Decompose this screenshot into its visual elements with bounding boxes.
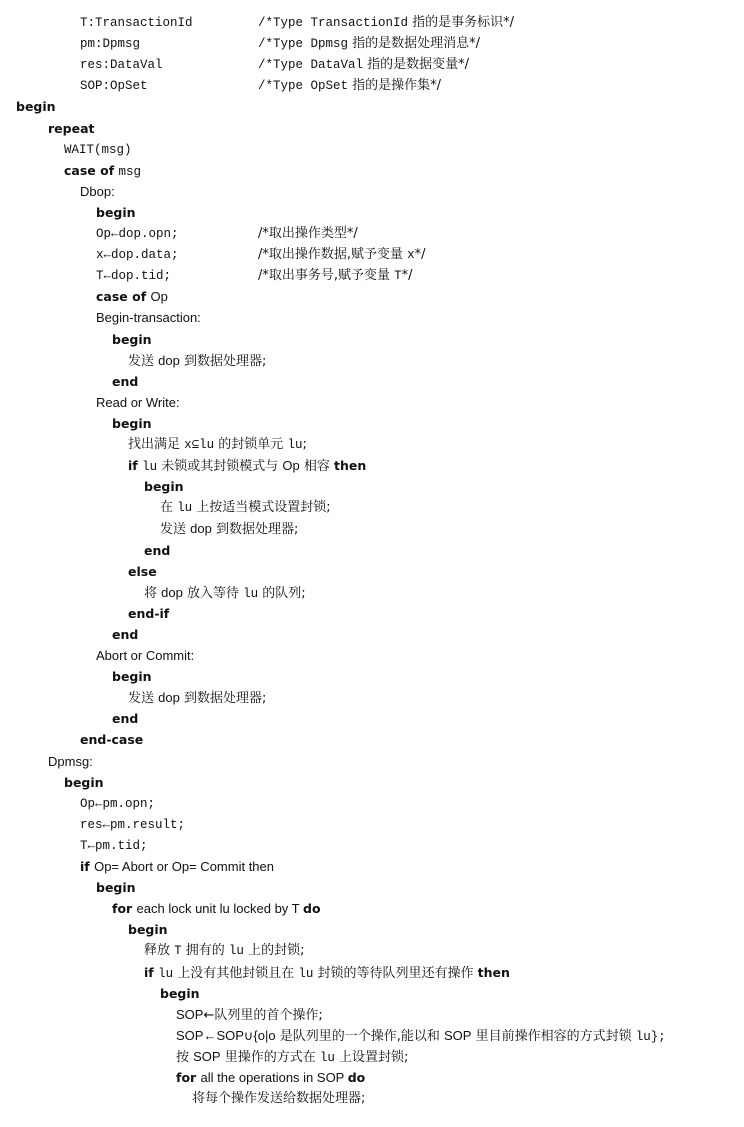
code-token: /*Type [258,37,311,52]
code-text [128,437,307,452]
code-token: ←队列里的首个操作; [203,1007,323,1023]
code-comment [258,12,514,34]
keyword: do [303,901,321,917]
code-token: SOP:OpSet [80,79,148,94]
code-line [80,729,143,750]
code-token: x←dop.data; [96,248,179,263]
code-line [144,476,184,497]
code-line [80,793,155,814]
code-token: lu [228,944,244,959]
code-line [96,307,201,328]
code-token: 拥有的 [181,943,229,959]
code-text [112,333,152,348]
keyword: begin [96,880,136,896]
code-line [128,434,307,455]
code-token: 将每个操作发送给数据处理器; [192,1091,366,1107]
keyword: begin [64,774,104,790]
code-line [112,371,138,392]
code-token: 找出满足 [128,437,185,452]
code-text [80,36,140,51]
code-token: SOP [176,1006,204,1022]
code-token: Dpmsg: [48,753,93,769]
code-token: x [407,248,415,263]
code-text [80,860,274,875]
code-token: T [394,269,402,284]
code-line [80,54,470,75]
keyword: for [176,1070,201,1085]
code-token: */ [401,268,413,284]
code-text [80,817,185,832]
code-line [16,96,56,117]
code-text [80,185,115,200]
code-text [80,78,148,93]
code-token: res←pm.result; [80,817,186,832]
code-line [80,12,515,33]
code-token: Abort or Commit: [96,648,195,663]
code-token: TransactionId [310,16,409,30]
code-line [144,962,510,983]
keyword: begin [128,922,168,938]
code-line [96,645,194,666]
code-text [112,712,138,727]
code-text [176,1071,365,1086]
keyword: then [477,964,510,980]
code-token: 里操作的方式在 [220,1049,320,1065]
code-token: 的队列; [258,585,306,601]
code-token: 发送 [128,353,159,369]
code-token: 上设置封锁; [334,1049,409,1065]
keyword: end [112,711,139,727]
code-text [80,57,163,72]
code-text [112,902,321,917]
code-text [96,881,136,896]
code-token: /*Type [258,16,311,30]
keyword: begin [160,985,200,1001]
keyword: begin [96,204,136,220]
code-line [128,919,168,940]
keyword: end [112,626,139,642]
keyword: end-if [128,605,170,621]
keyword: for [112,901,137,917]
code-line [128,455,366,476]
code-comment [258,223,358,244]
code-text [144,480,184,495]
code-token: dop [190,521,212,537]
code-token: */ [414,247,426,263]
code-token: 封锁的等待队列里还有操作 [313,965,478,981]
code-token: /*取出操作类型*/ [258,226,358,241]
code-text [16,100,56,115]
code-token: DataVal [310,58,364,73]
code-line [80,814,185,835]
code-text [48,755,93,770]
code-text [96,311,201,326]
code-text [128,607,169,622]
code-token: T [174,944,182,959]
code-token: /*取出事务号,赋予变量 [258,268,395,284]
code-text [48,122,94,137]
code-text [128,923,168,938]
code-text [80,15,193,30]
code-line [80,181,115,202]
code-token: /*Type [258,58,311,73]
code-token: x⊆lu [184,438,215,452]
code-token: each lock unit lu locked by T [136,901,303,917]
code-token: /*取出操作数据,赋予变量 [258,247,408,263]
code-text [112,628,138,643]
code-line [176,1046,408,1067]
keyword: if [128,458,143,474]
code-token: lu [158,966,174,981]
code-text [192,1091,365,1106]
code-token: Op [282,458,300,474]
code-line [80,75,442,96]
code-line [176,1067,365,1088]
code-line [64,160,141,181]
keyword: else [128,563,157,579]
code-token: 上按适当模式设置封锁; [192,500,331,516]
code-token: 是队列里的一个操作,能以和 [275,1028,445,1044]
code-text [96,649,194,664]
code-text [64,164,141,179]
code-token: 发送 [160,522,191,538]
code-token: T←pm.tid; [80,838,148,853]
code-text [128,565,157,580]
code-token: 到数据处理器; [211,522,299,538]
code-text [112,670,152,685]
code-line [176,1025,666,1046]
keyword: do [347,1070,366,1085]
code-line [96,392,180,413]
code-token: Op= Abort or Op= Commit then [94,859,274,874]
code-line [48,751,93,772]
code-token: 指的是操作集*/ [348,78,442,94]
code-text [144,544,170,559]
code-line [128,350,266,371]
code-text [96,226,179,241]
code-line [160,983,200,1004]
code-line [64,139,132,160]
code-comment [258,33,480,55]
code-text [112,417,152,432]
keyword: end [144,542,171,558]
keyword: if [144,964,159,980]
code-token: lu [287,438,303,452]
code-text [144,586,306,601]
code-token: dop [158,352,180,368]
code-text [96,247,179,262]
code-token: 里目前操作相容的方式封锁 [471,1028,636,1044]
code-text [64,776,104,791]
code-token: 放入等待 [182,585,244,601]
code-text [160,522,298,537]
code-token: SOP [444,1027,472,1043]
code-token: lu [298,966,314,981]
code-token: Dpmsg [310,37,349,52]
code-token: lu}; [635,1029,666,1044]
code-text [176,1050,408,1065]
code-line [112,329,152,350]
code-comment [258,244,426,266]
keyword: end-case [80,732,144,748]
code-line [80,856,274,877]
code-token: 在 [160,500,178,516]
keyword: begin [112,415,152,431]
code-token: 的封锁单元 [214,437,288,452]
code-token: Op←dop.opn; [96,227,179,241]
code-line [112,666,152,687]
code-token: OpSet [310,79,349,94]
code-line [96,223,358,244]
code-line [128,603,169,624]
code-comment [258,75,441,97]
keyword: if [80,859,95,874]
code-text [96,206,136,221]
code-token: SOP [193,1048,221,1064]
code-token: Op [150,289,168,305]
code-token: /*Type [258,79,311,94]
code-line [64,772,104,793]
code-text [128,354,266,369]
code-token: Dbop: [80,183,115,199]
code-token: dop [161,584,183,600]
code-token: 将 [144,585,162,601]
code-text [128,691,266,706]
code-comment [258,265,413,287]
code-line [176,1004,323,1025]
code-line [96,265,413,286]
code-text [80,838,148,853]
code-token: all the operations in SOP [200,1070,348,1085]
keyword: then [333,458,367,474]
code-line [48,118,94,139]
code-line [160,497,331,518]
code-line [96,877,136,898]
code-line [112,624,138,645]
code-line [192,1088,365,1109]
code-text [160,987,200,1002]
code-token: 到数据处理器; [179,353,267,369]
code-text [176,1029,666,1044]
code-text [144,966,510,981]
code-token: ; [302,437,307,452]
code-line [144,540,170,561]
code-token: 到数据处理器; [179,691,267,707]
code-text [96,290,168,305]
code-token: dop [158,690,180,706]
keyword: repeat [48,120,95,136]
code-token: 未锁或其封锁模式与 [157,459,283,475]
code-line [144,940,304,961]
code-token: 指的是数据处理消息*/ [348,36,481,52]
keyword: case of [64,162,119,178]
code-text [112,375,138,390]
code-text [80,733,143,748]
code-text [144,943,304,958]
code-text [176,1008,323,1023]
code-line [128,561,157,582]
code-token: Begin-transaction: [96,310,201,326]
code-token: lu [319,1050,335,1065]
code-token: msg [118,164,142,179]
code-token: 按 [176,1049,194,1065]
keyword: begin [16,99,56,115]
code-line [112,708,138,729]
code-line [96,202,136,223]
code-text [96,396,180,411]
code-line [80,835,148,856]
code-token: res:DataVal [80,58,163,73]
code-token: lu [243,586,259,601]
code-token: 指的是事务标识*/ [408,15,515,30]
code-token: WAIT(msg) [64,142,132,157]
code-token: 上没有其他封锁且在 [173,965,299,981]
code-token: 发送 [128,691,159,707]
code-line [128,687,266,708]
code-token: pm:Dpmsg [80,37,141,52]
code-line [112,413,152,434]
code-token: T←dop.tid; [96,269,172,284]
code-line [112,898,321,919]
code-line [80,33,481,54]
code-text [128,459,366,474]
code-token: 指的是数据变量*/ [363,57,470,73]
code-comment [258,54,469,76]
code-token: lu [142,460,158,475]
keyword: case of [96,289,151,305]
code-token: 相容 [299,459,334,475]
code-line [160,518,298,539]
code-text [64,142,132,157]
code-text [96,268,171,283]
keyword: begin [112,669,152,685]
code-text [80,796,155,811]
code-token: 释放 [144,943,175,959]
code-line [96,244,426,265]
code-token: T:TransactionId [80,16,193,30]
code-text [160,500,331,515]
code-token: Read or Write: [96,394,180,410]
code-line [144,582,306,603]
code-line [96,286,168,307]
keyword: begin [112,331,152,347]
code-token: 上的封锁; [243,943,305,959]
keyword: end [112,373,139,389]
code-token: Op←pm.opn; [80,796,156,811]
code-token: SOP←SOP∪{o|o [176,1027,276,1043]
keyword: begin [144,479,184,495]
code-token: lu [177,501,193,516]
